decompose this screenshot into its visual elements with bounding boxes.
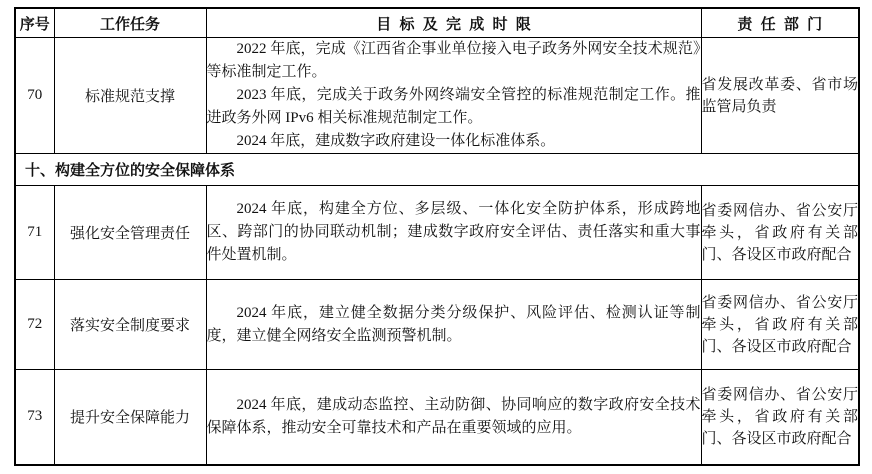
goal-cell bbox=[206, 38, 701, 154]
work-task-table bbox=[14, 7, 860, 466]
header-row bbox=[15, 8, 859, 38]
department-cell: 省委网信办、省公安厅牵头，省政府有关部门、各设区市政府配合 bbox=[701, 186, 859, 280]
row-number: 73 bbox=[15, 370, 54, 465]
department-cell: 省委网信办、省公安厅牵头，省政府有关部门、各设区市政府配合 bbox=[701, 280, 859, 370]
row-number: 71 bbox=[15, 186, 54, 280]
row-number: 70 bbox=[15, 38, 54, 154]
header-cell-no bbox=[15, 8, 54, 38]
goal-paragraph: 2024 年底，构建全方位、多层级、一体化安全防护体系，形成跨地区、跨部门的协同联动机制；建成数字政府安全评估、责任落实和重大事件处置机制。 bbox=[206, 201, 701, 263]
table-row-71 bbox=[15, 186, 859, 280]
goal-paragraph: 2022 年底，完成《江西省企事业单位接入电子政务外网安全技术规范》等标准制定工作。 bbox=[206, 41, 701, 80]
goal-paragraph: 2023 年底，完成关于政务外网终端安全管控的标准规范制定工作。推进政务外网 IPv6 相关标准规范制定工作。 bbox=[206, 87, 701, 126]
header-cell-goal bbox=[206, 8, 701, 38]
goal-paragraph: 2024 年底，建成动态监控、主动防御、协同响应的数字政府安全技术保障体系，推动安全可靠技术和产品在重要领域的应用。 bbox=[206, 396, 701, 436]
header-label-goal: 目标及完成时限 bbox=[376, 15, 539, 33]
department-cell: 省发展改革委、省市场监管局负责 bbox=[701, 38, 859, 154]
header-label-no: 序号 bbox=[19, 15, 50, 33]
section-title: 十、构建全方位的安全保障体系 bbox=[15, 154, 859, 186]
task-label: 强化安全管理责任 bbox=[54, 186, 206, 280]
goal-paragraph: 2024 年底，建成数字政府建设一体化标准体系。 bbox=[236, 133, 556, 149]
table-row-70 bbox=[15, 38, 859, 154]
header-cell-department bbox=[701, 8, 859, 38]
header-label-task: 工作任务 bbox=[99, 15, 160, 33]
goal-cell bbox=[206, 186, 701, 280]
header-label-department: 责任部门 bbox=[737, 15, 831, 33]
goal-cell bbox=[206, 370, 701, 465]
row-number: 72 bbox=[15, 280, 54, 370]
goal-paragraph: 2024 年底，建立健全数据分类分级保护、风险评估、检测认证等制度，建立健全网络安全监测预警机制。 bbox=[206, 304, 701, 344]
table-row-72 bbox=[15, 280, 859, 370]
header-cell-task bbox=[54, 8, 206, 38]
section-row bbox=[15, 154, 859, 186]
task-label: 标准规范支撑 bbox=[54, 38, 206, 154]
task-label: 提升安全保障能力 bbox=[54, 370, 206, 465]
task-label: 落实安全制度要求 bbox=[54, 280, 206, 370]
department-cell: 省委网信办、省公安厅牵头，省政府有关部门、各设区市政府配合 bbox=[701, 370, 859, 465]
goal-cell bbox=[206, 280, 701, 370]
table-row-73 bbox=[15, 370, 859, 465]
